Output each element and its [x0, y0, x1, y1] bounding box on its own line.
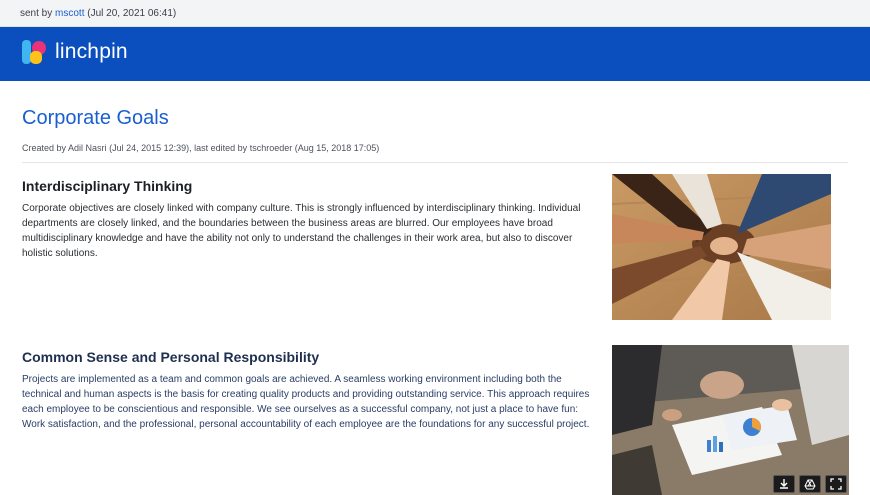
office-meeting-image[interactable]	[612, 345, 849, 495]
page-meta	[22, 143, 379, 153]
brand-bar	[0, 27, 870, 81]
section-title-interdisciplinary: Interdisciplinary Thinking	[22, 178, 193, 194]
divider	[22, 162, 848, 163]
section-title-common-sense: Common Sense and Personal Responsibility	[22, 349, 320, 365]
fullscreen-icon[interactable]	[825, 475, 847, 493]
image-toolbar	[773, 475, 847, 493]
section-body-common-sense: Projects are implemented as a team and common goals are achieved. A seamless working environment including both the technical and human aspects is the basis for creating quality products and providing outstanding service. This approach requires each employee to be conscientious and responsible. We see ourselves as a successful company, not just a place to have fun: Work satisfaction, and the professional, personal accountability of each employee are the foundations for any successful project.	[22, 374, 590, 430]
sent-by-label: sent by	[20, 8, 53, 19]
sent-by-bar	[0, 0, 870, 27]
editor-link[interactable]: tschroeder	[249, 143, 293, 153]
drive-icon[interactable]	[799, 475, 821, 493]
teamwork-hands-image[interactable]	[612, 174, 831, 320]
meta-created-time: (Jul 24, 2015 12:39), last edited by	[109, 143, 248, 153]
sender-link[interactable]: mscott	[55, 8, 85, 19]
section-body-interdisciplinary: Corporate objectives are closely linked with company culture. This is strongly influenced by interdisciplinary thinking. Individual departments are closely linked, and the boundaries between the business areas are blurred. Our employees have broad multidisciplinary knowledge and have the ability not only to understand the challenges in their work area, but also to discover holistic solutions.	[22, 203, 581, 259]
creator-link[interactable]: Adil Nasri	[68, 143, 107, 153]
brand-name: linchpin	[55, 40, 128, 63]
meta-edited-time: (Aug 15, 2018 17:05)	[294, 143, 380, 153]
hands-photo-art	[612, 174, 831, 320]
meta-created-prefix: Created by	[22, 143, 67, 153]
page-title: Corporate Goals	[22, 107, 169, 129]
meeting-photo-art	[612, 345, 849, 495]
sent-time: (Jul 20, 2021 06:41)	[87, 8, 177, 19]
download-icon[interactable]	[773, 475, 795, 493]
linchpin-logo-icon[interactable]	[22, 40, 48, 66]
